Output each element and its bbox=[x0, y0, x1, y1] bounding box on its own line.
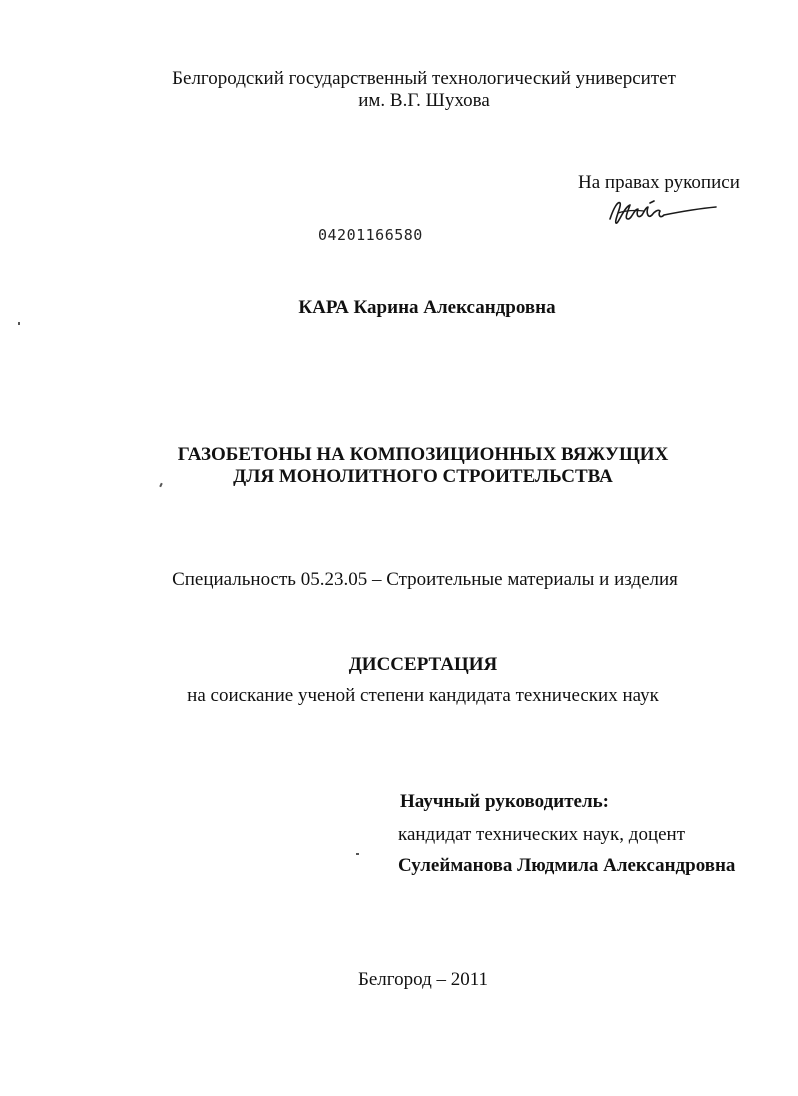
specialty-line: Специальность 05.23.05 – Строительные материалы и изделия bbox=[172, 569, 678, 590]
advisor-label: Научный руководитель: bbox=[400, 791, 609, 812]
author-name: КАРА Карина Александровна bbox=[298, 297, 556, 318]
dissertation-degree-line: на соискание ученой степени кандидата технических наук bbox=[187, 685, 659, 706]
advisor-name: Сулейманова Людмила Александровна bbox=[398, 855, 736, 876]
university-name: Белгородский государственный технологический университет bbox=[172, 68, 676, 89]
manuscript-note: На правах рукописи bbox=[578, 172, 740, 193]
city-year: Белгород – 2011 bbox=[357, 969, 489, 990]
dissertation-title-line1: ГАЗОБЕТОНЫ НА КОМПОЗИЦИОННЫХ ВЯЖУЩИХ bbox=[177, 444, 669, 465]
advisor-degree: кандидат технических наук, доцент bbox=[398, 824, 686, 845]
dissertation-heading: ДИССЕРТАЦИЯ bbox=[348, 654, 498, 675]
document-number: 04201166580 bbox=[318, 226, 423, 244]
scan-speck bbox=[18, 322, 20, 325]
scan-speck bbox=[356, 853, 359, 855]
signature-icon bbox=[604, 193, 724, 233]
university-honorific: им. В.Г. Шухова bbox=[358, 90, 490, 111]
dissertation-title-line2: ДЛЯ МОНОЛИТНОГО СТРОИТЕЛЬСТВА bbox=[233, 466, 613, 487]
